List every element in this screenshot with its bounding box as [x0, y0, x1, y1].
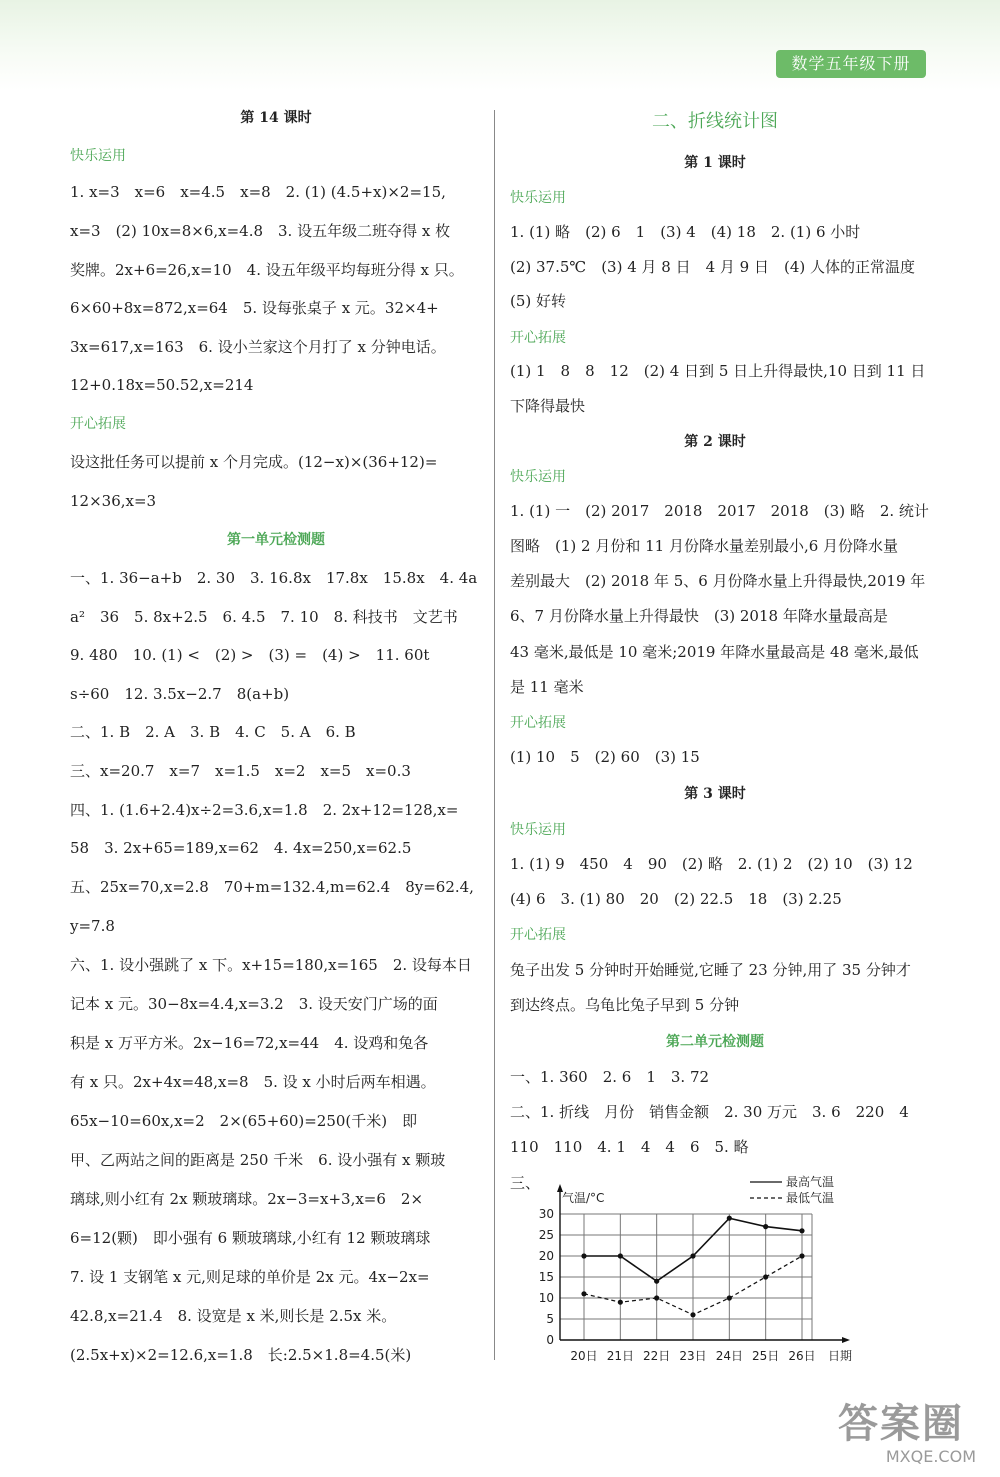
answer-line: 甲、乙两站之间的距离是 250 千米 6. 设小强有 x 颗玻 — [70, 1151, 446, 1169]
answer-line: 六、1. 设小强跳了 x 下。x+15=180,x=165 2. 设每本日 — [70, 956, 472, 974]
answer-line: (2.5x+x)×2=12.6,x=1.8 长:2.5×1.8=4.5(米) — [70, 1346, 412, 1364]
answer-line: 65x−10=60x,x=2 2×(65+60)=250(千米) 即 — [70, 1112, 418, 1130]
section-heading: 快乐运用 — [510, 469, 566, 485]
data-point — [763, 1224, 768, 1229]
answer-line: 6=12(颗) 即小强有 6 颗玻璃球,小红有 12 颗玻璃球 — [70, 1229, 431, 1247]
data-point — [690, 1253, 695, 1258]
data-point — [763, 1274, 768, 1279]
x-tick-label: 26日 — [788, 1349, 816, 1363]
answer-line: s÷60 12. 3.5x−2.7 8(a+b) — [70, 685, 290, 703]
answer-line: 6×60+8x=872,x=64 5. 设每张桌子 x 元。32×4+ — [70, 299, 439, 317]
answer-line: 奖牌。2x+6=26,x=10 4. 设五年级平均每班分得 x 只。 — [70, 261, 464, 279]
section-heading: 第 2 课时 — [684, 434, 746, 450]
section-heading: 开心拓展 — [510, 330, 566, 346]
answer-line: 五、25x=70,x=2.8 70+m=132.4,m=62.4 8y=62.4, — [70, 878, 474, 896]
y-tick-label: 0 — [546, 1333, 554, 1347]
y-tick-label: 5 — [546, 1312, 554, 1326]
y-axis-title: 气温/°C — [562, 1191, 605, 1205]
answer-line: 43 毫米,最低是 10 毫米;2019 年降水量最高是 48 毫米,最低 — [510, 643, 919, 661]
data-point — [581, 1253, 586, 1258]
answer-line: 7. 设 1 支钢笔 x 元,则足球的单价是 2x 元。4x−2x= — [70, 1268, 430, 1286]
data-point — [690, 1312, 695, 1317]
answer-line: 12+0.18x=50.52,x=214 — [70, 376, 254, 394]
section-heading: 开心拓展 — [70, 416, 126, 432]
y-tick-label: 15 — [538, 1270, 554, 1284]
section-heading: 快乐运用 — [70, 148, 126, 164]
chart-svg — [510, 1170, 870, 1370]
logo-url: MXQE.COM — [885, 1447, 976, 1466]
answer-line: (4) 6 3. (1) 80 20 (2) 22.5 18 (3) 2.25 — [510, 890, 842, 908]
answer-line: 一、1. 36−a+b 2. 30 3. 16.8x 17.8x 15.8x 4. 4a — [70, 569, 478, 587]
answer-line: 三、 — [510, 1174, 541, 1192]
answer-line: 三、x=20.7 x=7 x=1.5 x=2 x=5 x=0.3 — [70, 762, 411, 780]
answer-line: x=3 (2) 10x=8×6,x=4.8 3. 设五年级二班夺得 x 枚 — [70, 222, 451, 240]
y-tick-label: 10 — [538, 1291, 554, 1305]
watermark-logo — [838, 1400, 988, 1468]
answer-line: 有 x 只。2x+4x=48,x=8 5. 设 x 小时后两车相遇。 — [70, 1073, 436, 1091]
section-heading: 第 14 课时 — [240, 110, 312, 126]
logo-text: 答案圈 — [838, 1401, 964, 1447]
answer-line: (1) 10 5 (2) 60 (3) 15 — [510, 748, 700, 766]
x-tick-label: 24日 — [715, 1349, 743, 1363]
x-tick-label: 25日 — [752, 1349, 780, 1363]
y-tick-label: 30 — [538, 1207, 554, 1221]
x-tick-label: 20日 — [570, 1349, 598, 1363]
answer-line: 110 110 4. 1 4 4 6 5. 略 — [510, 1138, 749, 1156]
answer-line: y=7.8 — [70, 917, 115, 935]
answer-line: (1) 1 8 8 12 (2) 4 日到 5 日上升得最快,10 日到 11 日 — [510, 362, 926, 380]
answer-line: (5) 好转 — [510, 292, 567, 310]
section-heading: 第二单元检测题 — [666, 1034, 764, 1050]
answer-line: 四、1. (1.6+2.4)x÷2=3.6,x=1.8 2. 2x+12=128,x= — [70, 801, 459, 819]
data-point — [654, 1295, 659, 1300]
x-axis-arrow — [842, 1337, 850, 1343]
data-point — [799, 1228, 804, 1233]
section-heading: 快乐运用 — [510, 190, 566, 206]
answer-line: 二、1. 折线 月份 销售金额 2. 30 万元 3. 6 220 4 — [510, 1103, 909, 1121]
answer-line: 1. x=3 x=6 x=4.5 x=8 2. (1) (4.5+x)×2=15, — [70, 183, 446, 201]
column-divider — [494, 110, 495, 1360]
section-heading: 第一单元检测题 — [227, 532, 325, 548]
answer-line: 兔子出发 5 分钟时开始睡觉,它睡了 23 分钟,用了 35 分钟才 — [510, 961, 911, 979]
section-heading: 快乐运用 — [510, 822, 566, 838]
answer-line: 9. 480 10. (1) < (2) > (3) = (4) > 11. 60t — [70, 646, 430, 664]
data-point — [581, 1291, 586, 1296]
answer-line: 图略 (1) 2 月份和 11 月份降水量差别最小,6 月份降水量 — [510, 537, 899, 555]
legend-label: 最高气温 — [786, 1175, 835, 1189]
answer-line: 一、1. 360 2. 6 1 3. 72 — [510, 1068, 710, 1086]
subject-grade-tag: 数学五年级下册 — [776, 50, 926, 78]
section-heading: 第 3 课时 — [684, 786, 746, 802]
answer-line: 璃球,则小红有 2x 颗玻璃球。2x−3=x+3,x=6 2× — [70, 1190, 424, 1208]
answer-line: 3x=617,x=163 6. 设小兰家这个月打了 x 分钟电话。 — [70, 338, 446, 356]
answer-line: 设这批任务可以提前 x 个月完成。(12−x)×(36+12)= — [70, 453, 438, 471]
x-tick-label: 23日 — [679, 1349, 707, 1363]
data-point — [799, 1253, 804, 1258]
answer-line: 二、1. B 2. A 3. B 4. C 5. A 6. B — [70, 723, 356, 741]
answer-line: (2) 37.5℃ (3) 4 月 8 日 4 月 9 日 (4) 人体的正常温度 — [510, 258, 916, 276]
data-point — [618, 1253, 623, 1258]
answer-line: 积是 x 万平方米。2x−16=72,x=44 4. 设鸡和兔各 — [70, 1034, 429, 1052]
section-heading: 第 1 课时 — [684, 155, 746, 171]
x-tick-label: 22日 — [643, 1349, 671, 1363]
section-heading: 开心拓展 — [510, 927, 566, 943]
data-point — [618, 1300, 623, 1305]
data-point — [727, 1295, 732, 1300]
answer-line: a² 36 5. 8x+2.5 6. 4.5 7. 10 8. 科技书 文艺书 — [70, 608, 458, 626]
answer-line: 是 11 毫米 — [510, 678, 584, 696]
answer-line: 差别最大 (2) 2018 年 5、6 月份降水量上升得最快,2019 年 — [510, 572, 926, 590]
legend-label: 最低气温 — [786, 1191, 835, 1205]
y-tick-label: 25 — [538, 1228, 554, 1242]
section-heading: 开心拓展 — [510, 715, 566, 731]
x-axis-title: 日期 — [828, 1349, 853, 1363]
answer-line: 6、7 月份降水量上升得最快 (3) 2018 年降水量最高是 — [510, 607, 888, 625]
data-point — [654, 1279, 659, 1284]
answer-line: 1. (1) 一 (2) 2017 2018 2017 2018 (3) 略 2. 统计 — [510, 502, 929, 520]
answer-line: 1. (1) 略 (2) 6 1 (3) 4 (4) 18 2. (1) 6 小时 — [510, 223, 861, 241]
y-tick-label: 20 — [538, 1249, 554, 1263]
answer-line: 12×36,x=3 — [70, 492, 157, 510]
answer-line: 42.8,x=21.4 8. 设宽是 x 米,则长是 2.5x 米。 — [70, 1307, 397, 1325]
section-heading: 二、折线统计图 — [652, 111, 778, 132]
answer-line: 到达终点。乌龟比兔子早到 5 分钟 — [510, 996, 740, 1014]
answer-line: 记本 x 元。30−8x=4.4,x=3.2 3. 设天安门广场的面 — [70, 995, 438, 1013]
answer-line: 下降得最快 — [510, 397, 586, 415]
x-tick-label: 21日 — [606, 1349, 634, 1363]
temperature-line-chart — [510, 1170, 870, 1374]
answer-line: 1. (1) 9 450 4 90 (2) 略 2. (1) 2 (2) 10 (3) 12 — [510, 855, 913, 873]
data-point — [727, 1216, 732, 1221]
answer-line: 58 3. 2x+65=189,x=62 4. 4x=250,x=62.5 — [70, 839, 412, 857]
